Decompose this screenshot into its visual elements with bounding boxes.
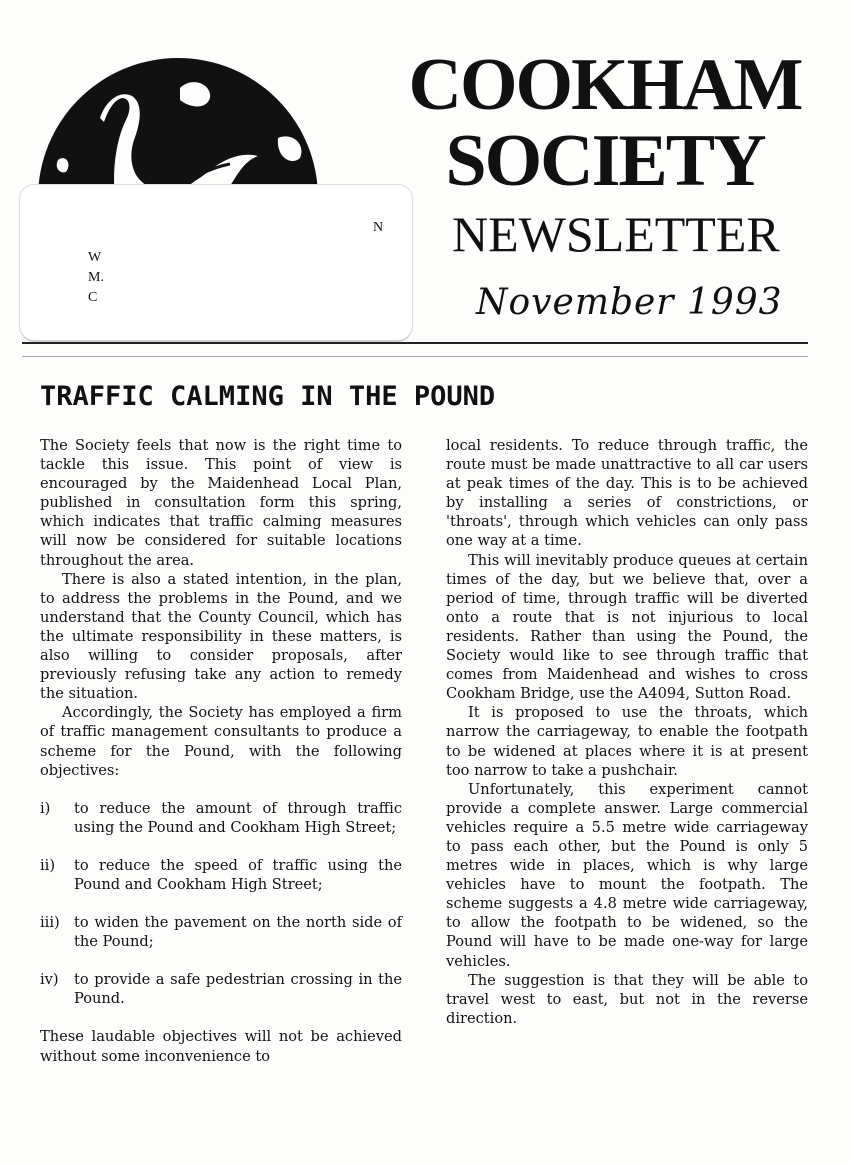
article-headline: TRAFFIC CALMING IN THE POUND	[40, 381, 496, 412]
article-column-right	[446, 436, 808, 1028]
paragraph: The suggestion is that they will be able to travel west to east, but not in the reverse direction.	[446, 971, 808, 1027]
swan-logo	[30, 40, 330, 205]
paragraph: This will inevitably produce queues at certain times of the day, but we believe that, over a period of time, through traffic will be diverted onto a route that is not injurious to local residents. Rather than using the Pound, the Society would like to see through traffic that comes from Maidenhead and wishes to cross Cookham Bridge, use the A4094, Sutton Road.	[446, 551, 808, 703]
label-mark: N	[373, 220, 384, 235]
address-line-1: W	[88, 250, 102, 265]
article-column-left	[40, 436, 402, 1066]
paragraph: There is also a stated intention, in the plan, to address the problems in the Pound, and we understand that the County Council, which has the ultimate responsibility in these matters, is also willing to consider proposals, after previously refusing take any action to remedy the situation.	[40, 570, 402, 703]
objective-number: iii)	[40, 914, 60, 932]
objective-number: iv)	[40, 971, 59, 989]
objective-text: to reduce the speed of traffic using the Pound and Cookham High Street;	[74, 856, 402, 893]
paragraph: It is proposed to use the throats, which narrow the carriageway, to enable the footpath to be widened at places where it is at present too narrow to take a pushchair.	[446, 704, 808, 779]
address-line-2: M.	[88, 270, 104, 285]
address-label	[20, 185, 412, 340]
objective-text: to provide a safe pedestrian crossing in the Pound.	[74, 971, 402, 1008]
objective-item	[40, 799, 402, 837]
objective-text: to reduce the amount of through traffic using the Pound and Cookham High Street;	[74, 799, 402, 836]
masthead-newsletter: NEWSLETTER	[452, 206, 780, 262]
paragraph: The Society feels that now is the right time to tackle this issue. This point of view is encouraged by the Maidenhead Local Plan, published in consultation form this spring, which indicates that traffic calming measures will now be considered for suitable locations throughout the area.	[40, 437, 402, 569]
objective-item	[40, 856, 402, 894]
objective-text: to widen the pavement on the north side of the Pound;	[74, 914, 402, 951]
objective-number: i)	[40, 799, 51, 817]
objective-number: ii)	[40, 856, 56, 874]
paragraph: These laudable objectives will not be achieved without some inconvenience to	[40, 1028, 402, 1065]
paragraph: local residents. To reduce through traffic, the route must be made unattractive to all car users at peak times of the day. This is to be achieved by installing a series of constrictions, or 'throats', through which vehicles can only pass one way at a time.	[446, 437, 808, 550]
objective-item	[40, 913, 402, 951]
masthead-cookham: COOKHAM	[408, 44, 802, 126]
address-line-3: C	[88, 290, 98, 305]
header-rule-faint	[22, 356, 808, 357]
issue-date: November 1993	[476, 282, 783, 323]
paragraph: Accordingly, the Society has employed a firm of traffic management consultants to produce a scheme for the Pound, with the following objectives:	[40, 704, 402, 779]
paragraph: Unfortunately, this experiment cannot provide a complete answer. Large commercial vehicles require a 5.5 metre wide carriageway to pass each other, but the Pound is only 5 metres wide in places, which is why large vehicles have to mount the footpath. The scheme suggests a 4.8 metre wide carriageway, to allow the footpath to be widened, so the Pound will have to be made one-way for large vehicles.	[446, 780, 808, 970]
header-rule	[22, 342, 808, 344]
objective-item	[40, 970, 402, 1008]
masthead-society: SOCIETY	[445, 120, 765, 202]
